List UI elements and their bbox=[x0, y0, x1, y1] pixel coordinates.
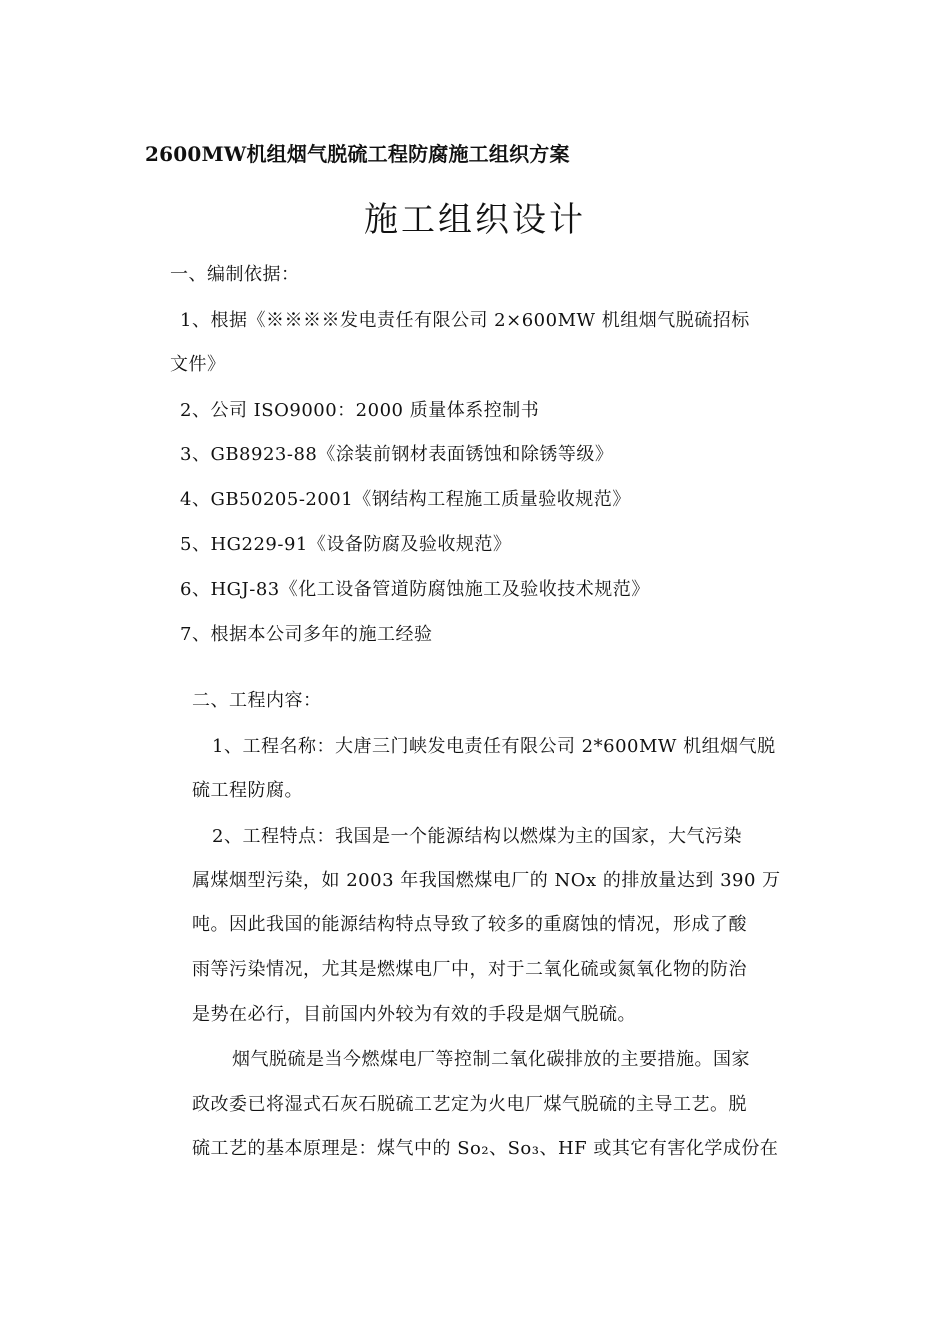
reference-item: 2、公司 ISO9000：2000 质量体系控制书 bbox=[180, 400, 540, 421]
reference-item: 5、HG229-91《设备防腐及验收规范》 bbox=[180, 534, 512, 555]
section-1-title: 一、编制依据： bbox=[170, 264, 300, 285]
reference-item: 文件》 bbox=[170, 354, 226, 375]
document-title: 2600MW机组烟气脱硫工程防腐施工组织方案 bbox=[145, 142, 570, 166]
paragraph-line: 2、工程特点：我国是一个能源结构以燃煤为主的国家，大气污染 bbox=[212, 826, 742, 847]
paragraph-line: 1、工程名称：大唐三门峡发电责任有限公司 2*600MW 机组烟气脱 bbox=[212, 736, 776, 757]
reference-item: 7、根据本公司多年的施工经验 bbox=[180, 624, 433, 645]
paragraph-line: 吨。因此我国的能源结构特点导致了较多的重腐蚀的情况，形成了酸 bbox=[192, 914, 747, 935]
paragraph-line: 政改委已将湿式石灰石脱硫工艺定为火电厂煤气脱硫的主导工艺。脱 bbox=[192, 1094, 747, 1115]
paragraph-line: 是势在必行，目前国内外较为有效的手段是烟气脱硫。 bbox=[192, 1004, 636, 1025]
paragraph-line: 硫工艺的基本原理是：煤气中的 So₂、So₃、HF 或其它有害化学成份在 bbox=[192, 1138, 779, 1159]
paragraph-line: 雨等污染情况，尤其是燃煤电厂中，对于二氧化硫或氮氧化物的防治 bbox=[192, 959, 747, 980]
paragraph-line: 属煤烟型污染，如 2003 年我国燃煤电厂的 NOx 的排放量达到 390 万 bbox=[192, 870, 781, 891]
reference-item: 4、GB50205-2001《钢结构工程施工质量验收规范》 bbox=[180, 489, 631, 510]
section-2-title: 二、工程内容： bbox=[192, 690, 322, 711]
main-heading: 施工组织设计 bbox=[364, 200, 586, 240]
reference-item: 6、HGJ-83《化工设备管道防腐蚀施工及验收技术规范》 bbox=[180, 579, 650, 600]
paragraph-line: 烟气脱硫是当今燃煤电厂等控制二氧化碳排放的主要措施。国家 bbox=[232, 1049, 750, 1070]
reference-item: 1、根据《※※※※发电责任有限公司 2×600MW 机组烟气脱硫招标 bbox=[180, 310, 750, 331]
paragraph-line: 硫工程防腐。 bbox=[192, 780, 303, 801]
reference-item: 3、GB8923-88《涂装前钢材表面锈蚀和除锈等级》 bbox=[180, 444, 614, 465]
